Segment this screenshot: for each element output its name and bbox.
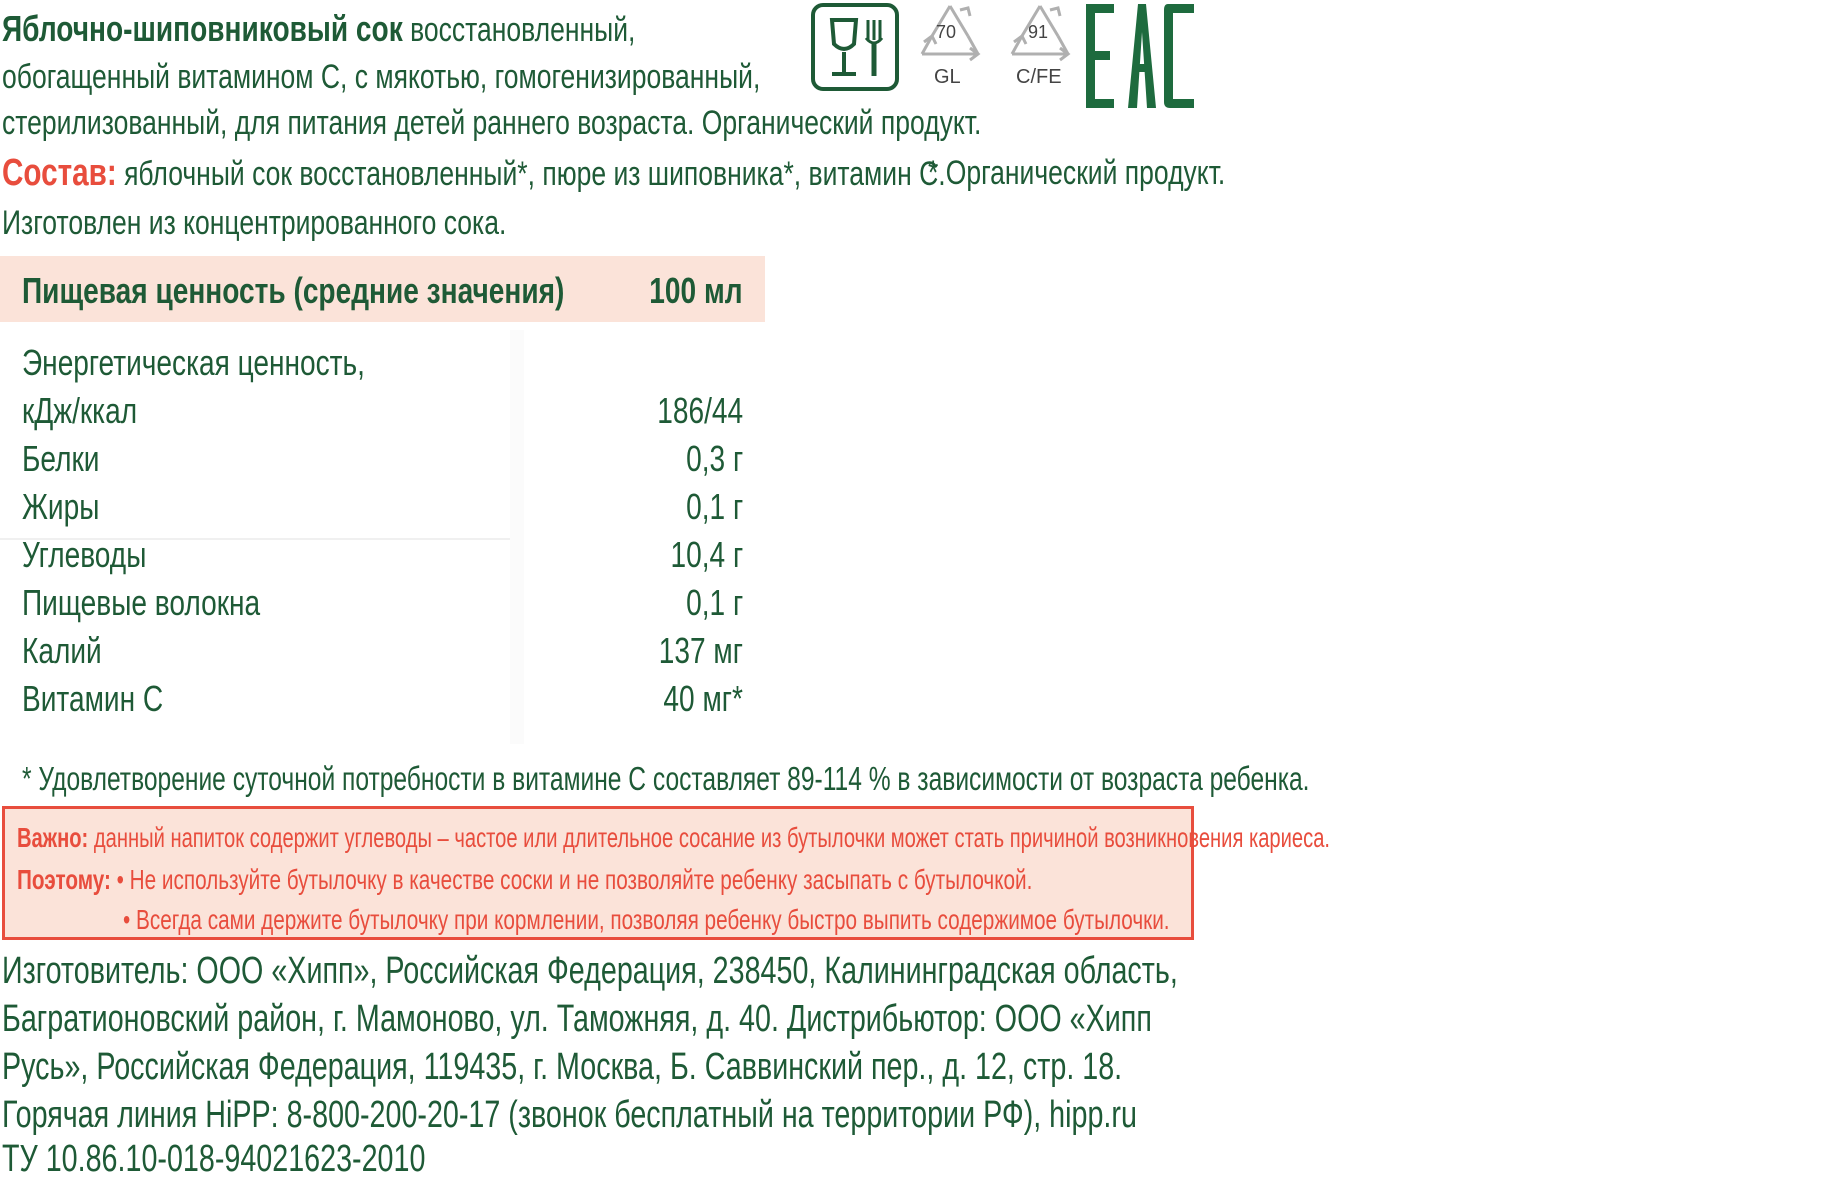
table-row bbox=[0, 582, 765, 630]
footer-line-3-wrap bbox=[2, 1046, 1486, 1089]
recycle-code-91: 91 bbox=[1028, 22, 1049, 42]
recycle-label-gl: GL bbox=[934, 66, 961, 88]
organic-note-wrap bbox=[928, 154, 1309, 192]
therefore-label: Поэтому: bbox=[17, 864, 111, 895]
important-label: Важно: bbox=[17, 822, 89, 853]
footer-line-1: Изготовитель: ООО «Хипп», Российская Федерация, 238450, Калининградская область, bbox=[2, 950, 1178, 992]
glass-fork-icon bbox=[810, 2, 900, 97]
vitamin-footnote: * Удовлетворение суточной потребности в витамине С составляет 89-114 % в зависимости от возраста ребенка. bbox=[22, 760, 1310, 797]
footer-line-2-wrap bbox=[2, 998, 1525, 1041]
product-name: Яблочно-шиповниковый сок bbox=[2, 8, 403, 49]
footer-line-2: Багратионовский район, г. Мамоново, ул. Таможняя, д. 40. Дистрибьютор: ООО «Хипп bbox=[2, 998, 1152, 1040]
warning-bullet-2: • Всегда сами держите бутылочку при кормлении, позволяя ребенку быстро выпить содержимое бутылочки. bbox=[123, 904, 1170, 935]
recycle-code-70: 70 bbox=[936, 22, 957, 42]
made-from-wrap bbox=[2, 204, 649, 242]
warning-line-3 bbox=[123, 905, 1537, 935]
nutrient-value: 10,4 г bbox=[670, 534, 743, 575]
product-desc-line3-wrap bbox=[2, 104, 1258, 142]
table-row bbox=[0, 534, 765, 582]
footer-line-4-wrap bbox=[2, 1094, 1505, 1137]
product-desc-line2: обогащенный витамином С, с мякотью, гомогенизированный, bbox=[2, 58, 761, 96]
eac-icon bbox=[1084, 2, 1196, 110]
made-from: Изготовлен из концентрированного сока. bbox=[2, 204, 507, 242]
footer-line-1-wrap bbox=[2, 950, 1559, 993]
table-row bbox=[0, 486, 765, 534]
vitamin-footnote-wrap bbox=[22, 760, 1750, 798]
nutrient-value: 137 мг bbox=[658, 630, 743, 671]
composition-label: Состав: bbox=[2, 152, 117, 194]
eac-mark bbox=[1084, 2, 1196, 115]
nutrient-value: 0,1 г bbox=[685, 582, 743, 623]
table-row bbox=[0, 438, 765, 486]
recycle-icon-cfe bbox=[1000, 0, 1080, 92]
recycle-icon-gl bbox=[910, 0, 990, 92]
footer-line-5-wrap bbox=[2, 1138, 563, 1181]
recycle-label-cfe: C/FE bbox=[1016, 66, 1062, 88]
nutrient-value: 0,3 г bbox=[685, 438, 743, 479]
nutrient-label: Белки bbox=[22, 438, 100, 479]
nutrient-label: Углеводы bbox=[22, 534, 147, 575]
footer-line-3: Русь», Российская Федерация, 119435, г. Москва, Б. Саввинский пер., д. 12, стр. 18. bbox=[2, 1046, 1123, 1088]
table-row bbox=[0, 342, 765, 390]
nutrient-label: Калий bbox=[22, 630, 102, 671]
product-title-line bbox=[2, 10, 814, 49]
composition-text: яблочный сок восстановленный*, пюре из шиповника*, витамин С. bbox=[124, 155, 946, 193]
energy-label-2: кДж/ккал bbox=[22, 390, 138, 431]
nutrient-label: Пищевые волокна bbox=[22, 582, 261, 623]
nutrition-header-value: 100 мл bbox=[649, 270, 743, 311]
nutrition-header-label: Пищевая ценность (средние значения) bbox=[22, 270, 565, 311]
energy-value: 186/44 bbox=[657, 390, 743, 431]
warning-bullet-1: • Не используйте бутылочку в качестве соски и не позволяйте ребенку засыпать с бутылочкой. bbox=[116, 864, 1033, 895]
nutrition-header bbox=[0, 256, 765, 322]
table-row bbox=[0, 678, 765, 726]
footer-line-4: Горячая линия HiPP: 8-800-200-20-17 (звонок бесплатный на территории РФ), hipp.ru bbox=[2, 1094, 1137, 1136]
nutrient-label: Жиры bbox=[22, 486, 100, 527]
important-text: данный напиток содержит углеводы – частое или длительное сосание из бутылочки может стать причиной возникновения кариеса. bbox=[93, 822, 1331, 853]
table-row bbox=[0, 390, 765, 438]
warning-box bbox=[2, 806, 1331, 940]
nutrient-value: 40 мг* bbox=[663, 678, 743, 719]
product-desc-line1: восстановленный, bbox=[410, 11, 636, 49]
warning-line-1 bbox=[17, 823, 1841, 853]
energy-label-1: Энергетическая ценность, bbox=[22, 342, 365, 383]
table-row bbox=[0, 630, 765, 678]
nutrient-label: Витамин С bbox=[22, 678, 164, 719]
warning-line-2 bbox=[17, 865, 1389, 895]
footer-line-5: ТУ 10.86.10-018-94021623-2010 bbox=[2, 1138, 426, 1180]
organic-note: * Органический продукт. bbox=[928, 154, 1226, 192]
product-desc-line3: стерилизованный, для питания детей раннего возраста. Органический продукт. bbox=[2, 104, 982, 142]
nutrient-value: 0,1 г bbox=[685, 486, 743, 527]
